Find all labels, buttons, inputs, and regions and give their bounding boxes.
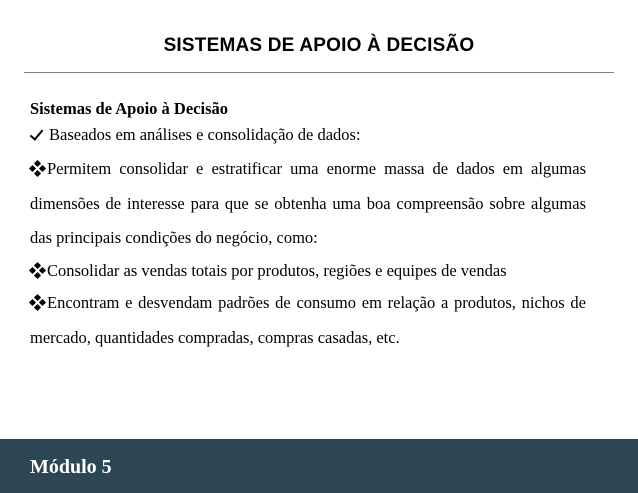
bullet-text: Encontram e desvendam padrões de consumo em relação a produtos, nichos de mercado, quantidades compradas, compras casadas, etc. <box>30 293 586 347</box>
subheading: Sistemas de Apoio à Decisão <box>30 99 228 118</box>
slide-content <box>30 96 586 355</box>
four-diamond-icon <box>30 263 46 277</box>
four-diamond-icon <box>30 295 46 309</box>
slide-title: SISTEMAS DE APOIO À DECISÃO <box>163 35 475 56</box>
bullet-text: Baseados em análises e consolidação de dados: <box>49 125 361 144</box>
bullet-item <box>30 254 586 289</box>
bullet-item <box>30 286 586 355</box>
footer-bar <box>0 439 638 493</box>
bullet-text: Permitem consolidar e estratificar uma enorme massa de dados em algumas dimensões de interesse para que se obtenha uma boa compreensão sobre algumas das principais condições do negócio, como: <box>30 159 586 247</box>
bullet-item <box>30 122 586 148</box>
title-divider <box>24 72 614 73</box>
checkmark-icon <box>30 127 46 141</box>
bullet-text: Consolidar as vendas totais por produtos, regiões e equipes de vendas <box>47 260 507 280</box>
footer-module-label: Módulo 5 <box>30 456 112 478</box>
four-diamond-icon <box>30 161 46 175</box>
bullet-item <box>30 152 586 256</box>
